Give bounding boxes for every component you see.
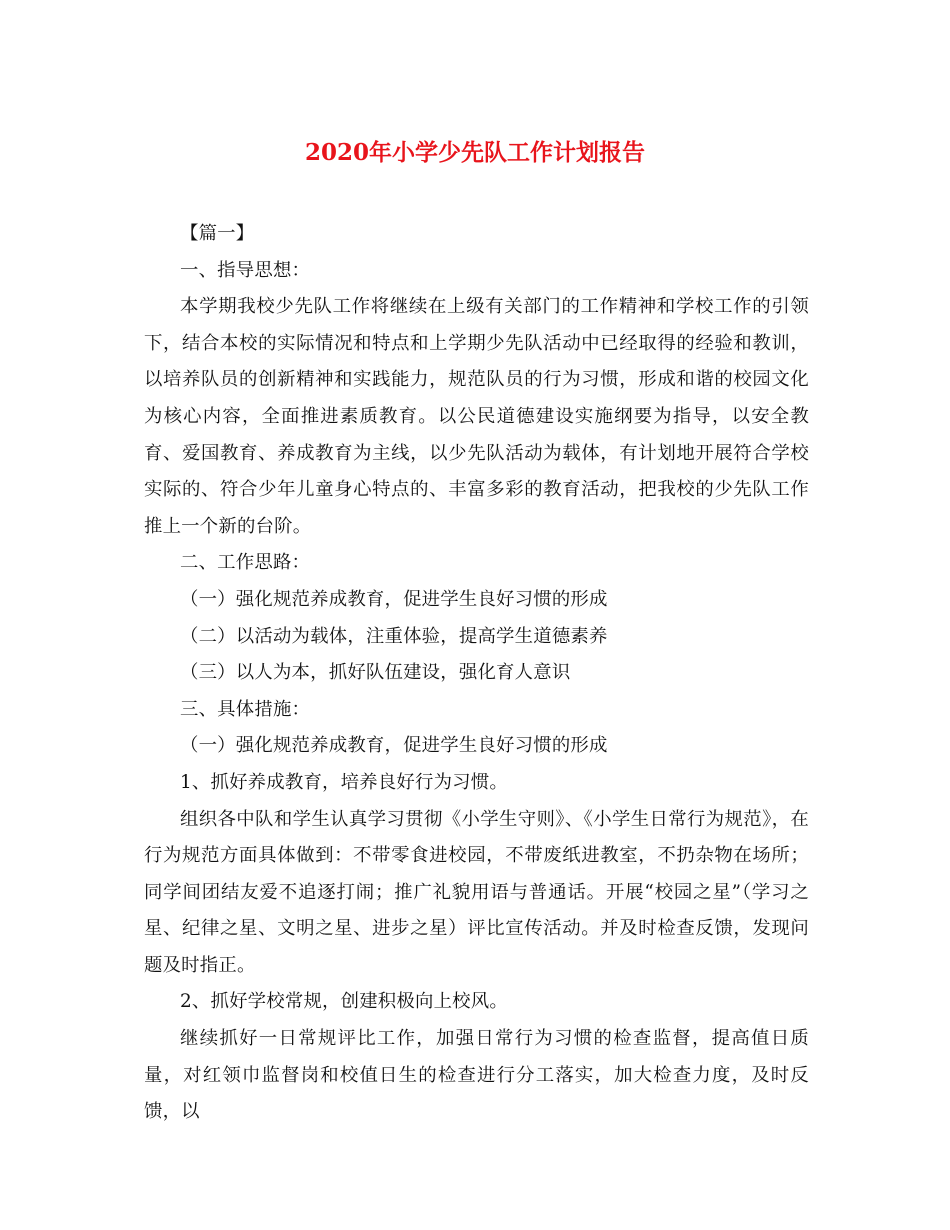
list-item-approach-1: （一）强化规范养成教育，促进学生良好习惯的形成	[180, 588, 608, 610]
document-title: 2020年小学少先队工作计划报告	[304, 139, 645, 166]
list-item-approach-2: （二）以活动为载体，注重体验，提高学生道德素养	[180, 625, 608, 647]
item-school-routine: 2、抓好学校常规，创建积极向上校风。	[180, 991, 508, 1013]
paragraph-habit-education: 组织各中队和学生认真学习贯彻《小学生守则》、《小学生日常行为规范》，在行为规范方面具体做到：不带零食进校园，不带废纸进教室，不扔杂物在场所；同学间团结友爱不追逐打闹；推广礼貌用语与普通话。开展“校园之星”（学习之星、纪律之星、文明之星、进步之星）评比宣传活动。并及时检查反馈，发现问题及时指正。	[144, 808, 809, 976]
list-item-approach-3: （三）以人为本，抓好队伍建设，强化育人意识	[180, 662, 571, 684]
document-body	[144, 216, 809, 1131]
paragraph-school-routine: 继续抓好一日常规评比工作，加强日常行为习惯的检查监督，提高值日质量，对红领巾监督岗和校值日生的检查进行分工落实，加大检查力度，及时反馈，以	[144, 1028, 809, 1123]
item-habit-education: 1、抓好养成教育，培养良好行为习惯。	[180, 771, 508, 793]
section-heading-part-one: 【篇一】	[180, 223, 255, 244]
heading-guiding-ideology: 一、指导思想：	[180, 259, 311, 281]
paragraph-guiding-ideology: 本学期我校少先队工作将继续在上级有关部门的工作精神和学校工作的引领下，结合本校的实际情况和特点和上学期少先队活动中已经取得的经验和教训，以培养队员的创新精神和实践能力，规范队员的行为习惯，形成和谐的校园文化为核心内容，全面推进素质教育。以公民道德建设实施纲要为指导，以安全教育、爱国教育、养成教育为主线，以少先队活动为载体，有计划地开展符合学校实际的、符合少年儿童身心特点的、丰富多彩的教育活动，把我校的少先队工作推上一个新的台阶。	[144, 296, 809, 537]
subheading-measure-1: （一）强化规范养成教育，促进学生良好习惯的形成	[180, 735, 608, 757]
heading-specific-measures: 三、具体措施：	[180, 698, 311, 720]
heading-work-approach: 二、工作思路：	[180, 552, 311, 574]
